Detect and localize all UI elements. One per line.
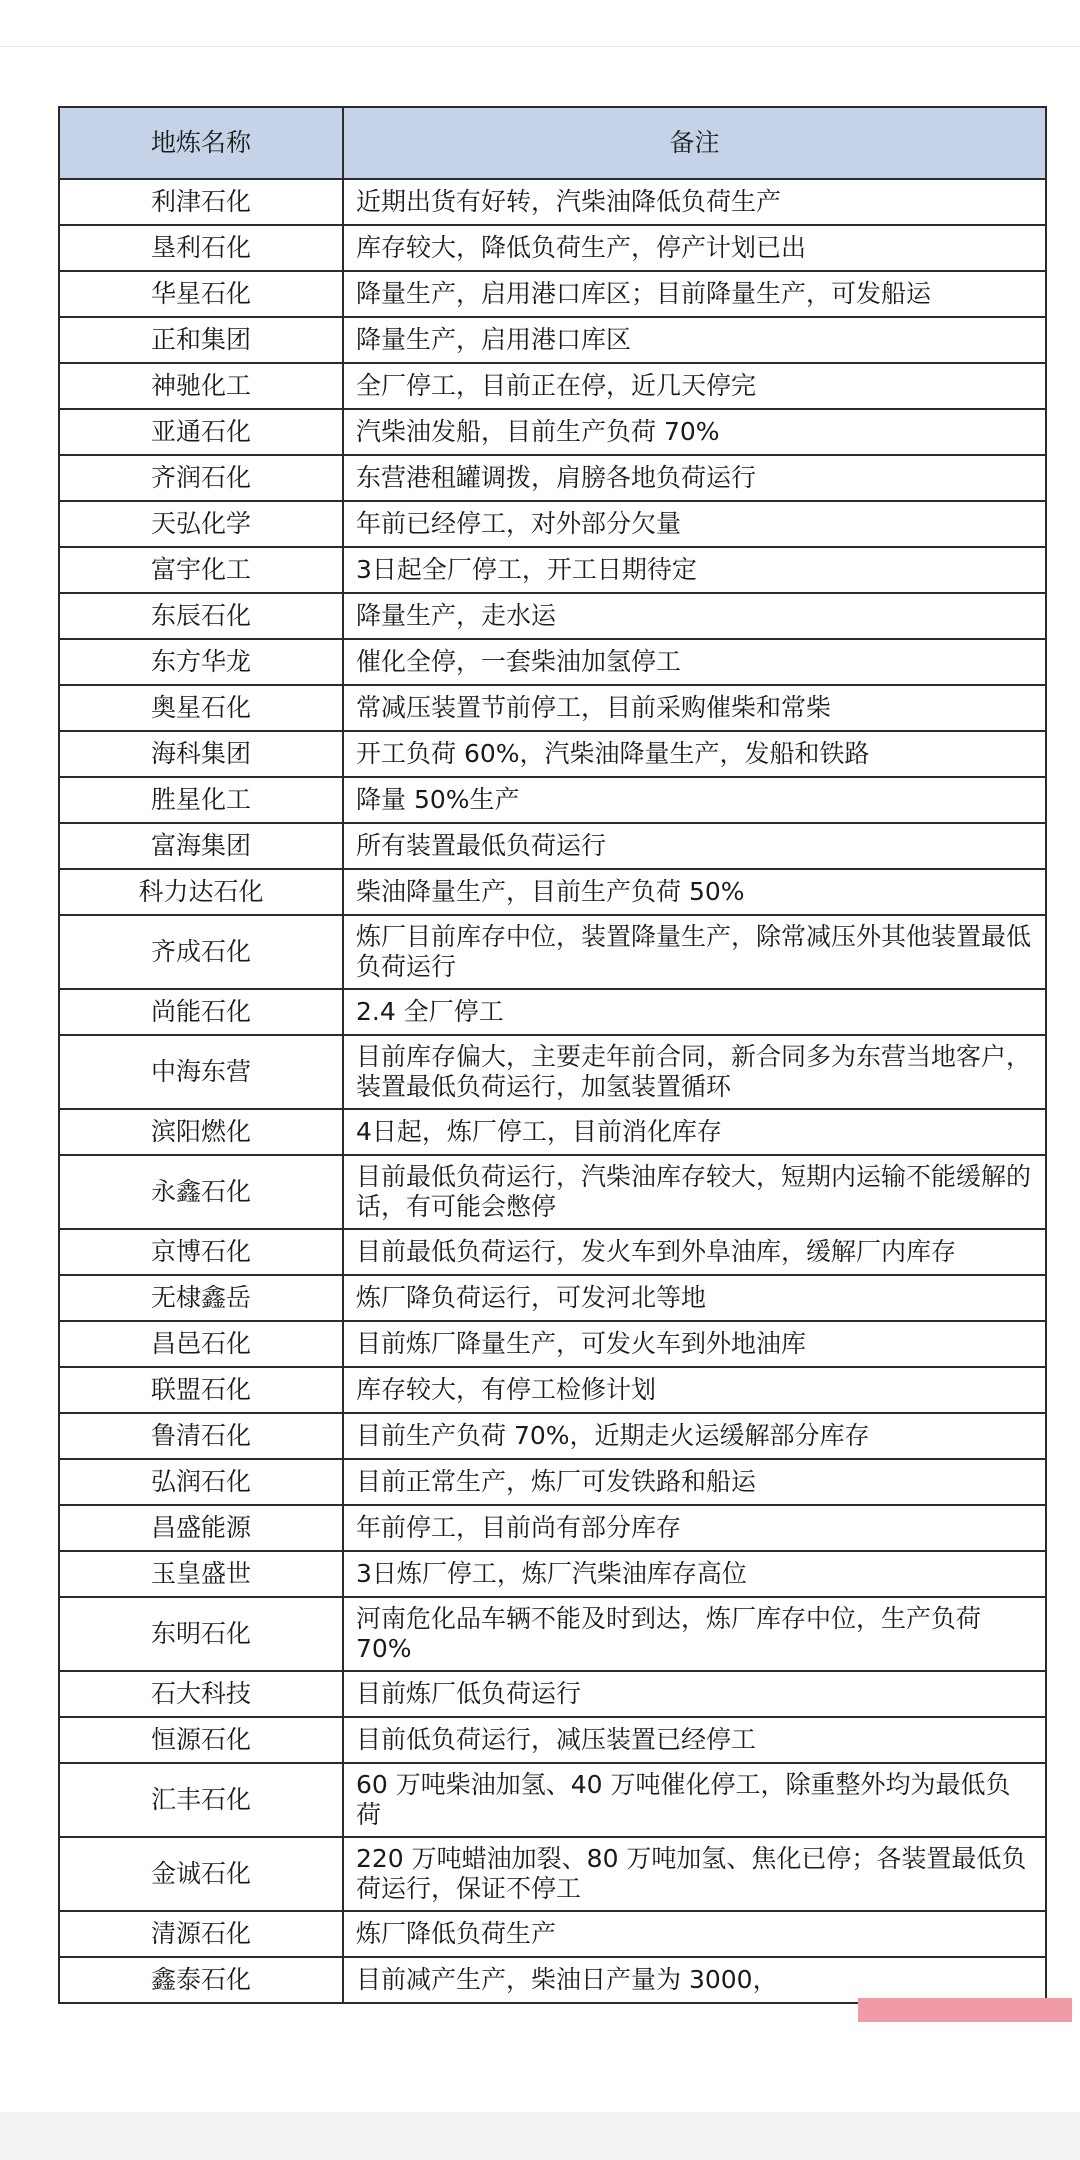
table-row: [59, 1367, 1046, 1413]
remark-cell: 目前最低负荷运行，汽柴油库存较大，短期内运输不能缓解的话，有可能会憋停: [343, 1155, 1046, 1229]
remark-cell: 炼厂降负荷运行，可发河北等地: [343, 1275, 1046, 1321]
refinery-name-cell: 海科集团: [59, 731, 343, 777]
table-row: [59, 317, 1046, 363]
remark-cell: 所有装置最低负荷运行: [343, 823, 1046, 869]
remark-cell: 炼厂降低负荷生产: [343, 1911, 1046, 1957]
remark-cell: 降量生产，走水运: [343, 593, 1046, 639]
remark-cell: 常减压装置节前停工，目前采购催柴和常柴: [343, 685, 1046, 731]
table-row: [59, 1229, 1046, 1275]
table-row: [59, 777, 1046, 823]
remark-cell: 年前停工，目前尚有部分库存: [343, 1505, 1046, 1551]
table-row: [59, 1837, 1046, 1911]
table-row: [59, 1551, 1046, 1597]
refinery-name-cell: 昌邑石化: [59, 1321, 343, 1367]
highlight-bar: [858, 1998, 1072, 2022]
refinery-name-cell: 正和集团: [59, 317, 343, 363]
remark-cell: 目前炼厂低负荷运行: [343, 1671, 1046, 1717]
remark-cell: 目前减产生产，柴油日产量为 3000，: [343, 1957, 1046, 2003]
remark-cell: 目前低负荷运行，减压装置已经停工: [343, 1717, 1046, 1763]
table-row: [59, 1911, 1046, 1957]
refinery-name-cell: 东辰石化: [59, 593, 343, 639]
table-header-row: [59, 107, 1046, 179]
remark-cell: 目前正常生产，炼厂可发铁路和船运: [343, 1459, 1046, 1505]
remark-cell: 开工负荷 60%，汽柴油降量生产，发船和铁路: [343, 731, 1046, 777]
remark-cell: 库存较大，有停工检修计划: [343, 1367, 1046, 1413]
remark-cell: 目前最低负荷运行，发火车到外阜油库，缓解厂内库存: [343, 1229, 1046, 1275]
table-row: [59, 1109, 1046, 1155]
refinery-name-cell: 汇丰石化: [59, 1763, 343, 1837]
refinery-name-cell: 鑫泰石化: [59, 1957, 343, 2003]
table-row: [59, 1413, 1046, 1459]
refinery-name-cell: 滨阳燃化: [59, 1109, 343, 1155]
remark-cell: 降量生产，启用港口库区；目前降量生产，可发船运: [343, 271, 1046, 317]
refinery-name-cell: 天弘化学: [59, 501, 343, 547]
refinery-name-cell: 联盟石化: [59, 1367, 343, 1413]
table-row: [59, 685, 1046, 731]
refinery-name-cell: 利津石化: [59, 179, 343, 225]
refinery-name-cell: 无棣鑫岳: [59, 1275, 343, 1321]
remark-cell: 3日起全厂停工，开工日期待定: [343, 547, 1046, 593]
refinery-name-cell: 京博石化: [59, 1229, 343, 1275]
refinery-name-cell: 昌盛能源: [59, 1505, 343, 1551]
table-row: [59, 225, 1046, 271]
refinery-name-cell: 恒源石化: [59, 1717, 343, 1763]
remark-cell: 库存较大，降低负荷生产，停产计划已出: [343, 225, 1046, 271]
table-row: [59, 1155, 1046, 1229]
table-row: [59, 547, 1046, 593]
remark-cell: 全厂停工，目前正在停，近几天停完: [343, 363, 1046, 409]
refinery-name-cell: 石大科技: [59, 1671, 343, 1717]
column-header-refinery-name: 地炼名称: [59, 107, 343, 179]
table-row: [59, 915, 1046, 989]
refinery-name-cell: 齐润石化: [59, 455, 343, 501]
refinery-name-cell: 清源石化: [59, 1911, 343, 1957]
refinery-name-cell: 亚通石化: [59, 409, 343, 455]
remark-cell: 2.4 全厂停工: [343, 989, 1046, 1035]
refinery-name-cell: 奥星石化: [59, 685, 343, 731]
refinery-name-cell: 鲁清石化: [59, 1413, 343, 1459]
table-body: [59, 179, 1046, 2003]
remark-cell: 年前已经停工，对外部分欠量: [343, 501, 1046, 547]
table-row: [59, 731, 1046, 777]
table-row: [59, 823, 1046, 869]
table-row: [59, 639, 1046, 685]
refinery-name-cell: 神驰化工: [59, 363, 343, 409]
table-row: [59, 1957, 1046, 2003]
column-header-remarks: 备注: [343, 107, 1046, 179]
table-row: [59, 271, 1046, 317]
top-divider: [0, 46, 1080, 47]
remark-cell: 汽柴油发船，目前生产负荷 70%: [343, 409, 1046, 455]
refinery-status-table: [58, 106, 1047, 2004]
table-row: [59, 501, 1046, 547]
remark-cell: 东营港租罐调拨，肩膀各地负荷运行: [343, 455, 1046, 501]
table-row: [59, 1505, 1046, 1551]
table-row: [59, 989, 1046, 1035]
table-row: [59, 1321, 1046, 1367]
remark-cell: 催化全停，一套柴油加氢停工: [343, 639, 1046, 685]
remark-cell: 降量生产，启用港口库区: [343, 317, 1046, 363]
remark-cell: 近期出货有好转，汽柴油降低负荷生产: [343, 179, 1046, 225]
table-row: [59, 1459, 1046, 1505]
remark-cell: 60 万吨柴油加氢、40 万吨催化停工，除重整外均为最低负荷: [343, 1763, 1046, 1837]
refinery-table-container: [58, 106, 1045, 2004]
refinery-name-cell: 垦利石化: [59, 225, 343, 271]
refinery-name-cell: 永鑫石化: [59, 1155, 343, 1229]
remark-cell: 炼厂目前库存中位，装置降量生产，除常减压外其他装置最低负荷运行: [343, 915, 1046, 989]
refinery-name-cell: 齐成石化: [59, 915, 343, 989]
refinery-name-cell: 东明石化: [59, 1597, 343, 1671]
remark-cell: 220 万吨蜡油加裂、80 万吨加氢、焦化已停；各装置最低负荷运行，保证不停工: [343, 1837, 1046, 1911]
remark-cell: 柴油降量生产，目前生产负荷 50%: [343, 869, 1046, 915]
refinery-name-cell: 胜星化工: [59, 777, 343, 823]
remark-cell: 目前库存偏大，主要走年前合同，新合同多为东营当地客户，装置最低负荷运行，加氢装置循环: [343, 1035, 1046, 1109]
table-row: [59, 1035, 1046, 1109]
table-row: [59, 869, 1046, 915]
table-row: [59, 1717, 1046, 1763]
refinery-name-cell: 富海集团: [59, 823, 343, 869]
bottom-band: [0, 2112, 1080, 2160]
table-row: [59, 1597, 1046, 1671]
remark-cell: 河南危化品车辆不能及时到达，炼厂库存中位，生产负荷 70%: [343, 1597, 1046, 1671]
refinery-name-cell: 金诚石化: [59, 1837, 343, 1911]
refinery-name-cell: 尚能石化: [59, 989, 343, 1035]
refinery-name-cell: 科力达石化: [59, 869, 343, 915]
table-row: [59, 179, 1046, 225]
table-row: [59, 455, 1046, 501]
remark-cell: 目前炼厂降量生产，可发火车到外地油库: [343, 1321, 1046, 1367]
table-row: [59, 1671, 1046, 1717]
table-row: [59, 409, 1046, 455]
refinery-name-cell: 玉皇盛世: [59, 1551, 343, 1597]
table-row: [59, 1763, 1046, 1837]
remark-cell: 目前生产负荷 70%，近期走火运缓解部分库存: [343, 1413, 1046, 1459]
table-row: [59, 593, 1046, 639]
remark-cell: 3日炼厂停工，炼厂汽柴油库存高位: [343, 1551, 1046, 1597]
refinery-name-cell: 富宇化工: [59, 547, 343, 593]
refinery-name-cell: 东方华龙: [59, 639, 343, 685]
table-row: [59, 363, 1046, 409]
refinery-name-cell: 华星石化: [59, 271, 343, 317]
refinery-name-cell: 弘润石化: [59, 1459, 343, 1505]
refinery-name-cell: 中海东营: [59, 1035, 343, 1109]
remark-cell: 降量 50%生产: [343, 777, 1046, 823]
table-row: [59, 1275, 1046, 1321]
remark-cell: 4日起，炼厂停工，目前消化库存: [343, 1109, 1046, 1155]
